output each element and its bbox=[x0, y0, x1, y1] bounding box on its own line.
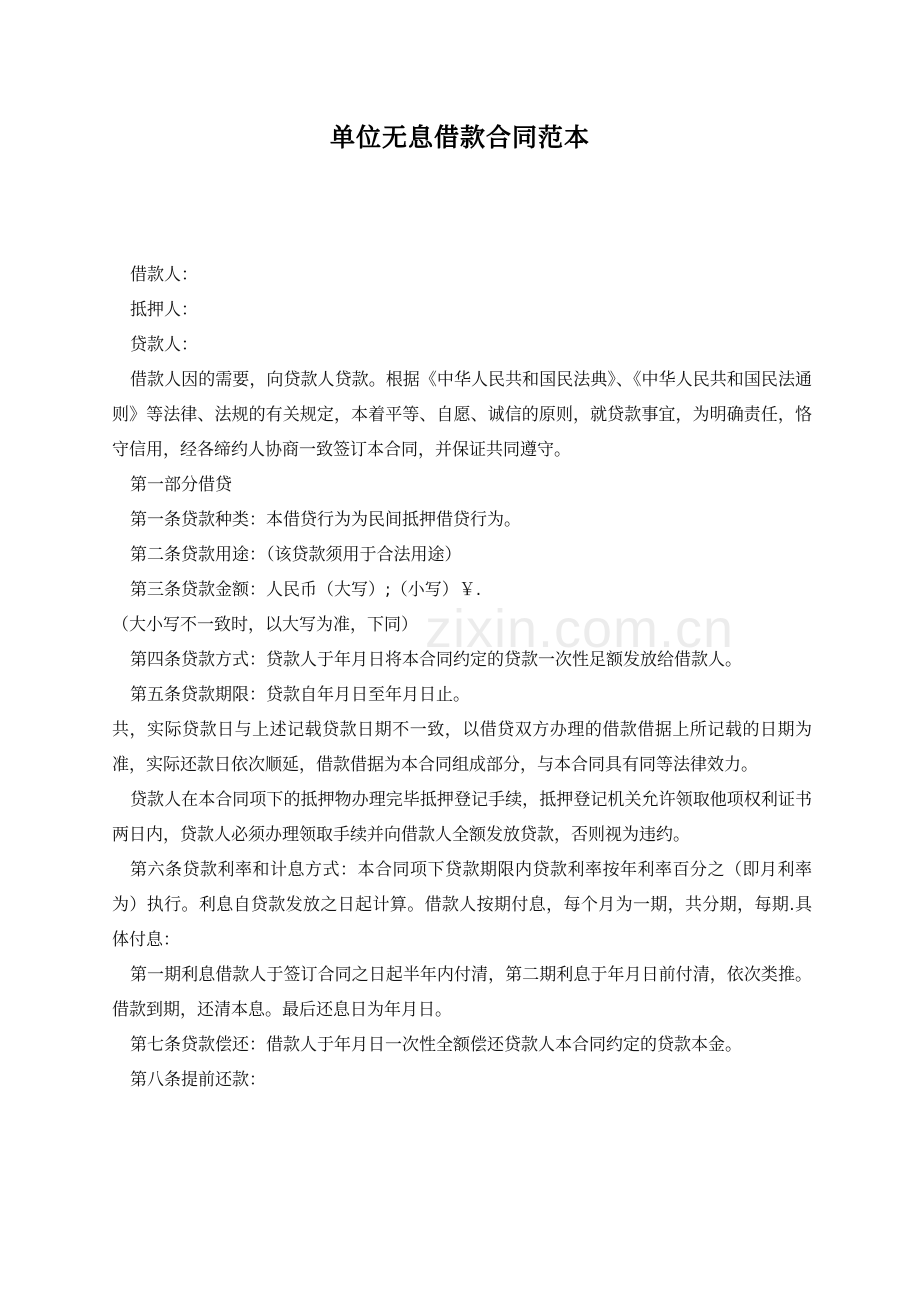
article-6: 第六条贷款利率和计息方式：本合同项下贷款期限内贷款利率按年利率百分之（即月利率为）执行。利息自贷款发放之日起计算。借款人按期付息，每个月为一期，共分期，每期.具体付息： bbox=[112, 860, 812, 950]
article-3: 第三条贷款金额：人民币（大写）;（小写）￥. bbox=[130, 580, 482, 600]
article-1: 第一条贷款种类：本借贷行为为民间抵押借贷行为。 bbox=[130, 510, 521, 530]
article-5: 第五条贷款期限：贷款自年月日至年月日止。 bbox=[130, 685, 470, 705]
section-heading-part-one: 第一部分借贷 bbox=[130, 475, 232, 495]
article-2: 第二条贷款用途：（该贷款须用于合法用途） bbox=[130, 545, 462, 565]
article-5-continued: 共，实际贷款日与上述记载贷款日期不一致，以借贷双方办理的借款借据上所记载的日期为准，实际还款日依次顺延，借款借据为本合同组成部分，与本合同具有同等法律效力。 bbox=[112, 720, 812, 775]
article-6-payment-schedule: 第一期利息借款人于签订合同之日起半年内付清，第二期利息于年月日前付清，依次类推。借款到期，还清本息。最后还息日为年月日。 bbox=[112, 965, 812, 1020]
paragraph-borrower: 借款人： bbox=[130, 265, 198, 285]
paragraph-mortgage-registration: 贷款人在本合同项下的抵押物办理完毕抵押登记手续，抵押登记机关允许领取他项权利证书两日内，贷款人必须办理领取手续并向借款人全额发放贷款，否则视为违约。 bbox=[112, 790, 812, 845]
document-body bbox=[112, 258, 812, 1098]
paragraph-preamble: 借款人因的需要，向贷款人贷款。根据《中华人民共和国民法典》、《中华人民共和国民法通则》等法律、法规的有关规定，本着平等、自愿、诚信的原则，就贷款事宜，为明确责任，恪守信用，经各缔约人协商一致签订本合同，并保证共同遵守。 bbox=[112, 370, 812, 460]
article-7: 第七条贷款偿还：借款人于年月日一次性全额偿还贷款人本合同约定的贷款本金。 bbox=[130, 1035, 742, 1055]
paragraph-mortgagor: 抵押人： bbox=[130, 300, 198, 320]
watermark: zixin.com.cn bbox=[425, 599, 735, 659]
article-3-note: （大小写不一致时，以大写为准，下同） bbox=[112, 615, 418, 635]
paragraph-lender: 贷款人： bbox=[130, 335, 198, 355]
article-4: 第四条贷款方式：贷款人于年月日将本合同约定的贷款一次性足额发放给借款人。 bbox=[130, 650, 742, 670]
document-title: 单位无息借款合同范本 bbox=[329, 123, 590, 152]
article-8: 第八条提前还款： bbox=[130, 1070, 266, 1090]
